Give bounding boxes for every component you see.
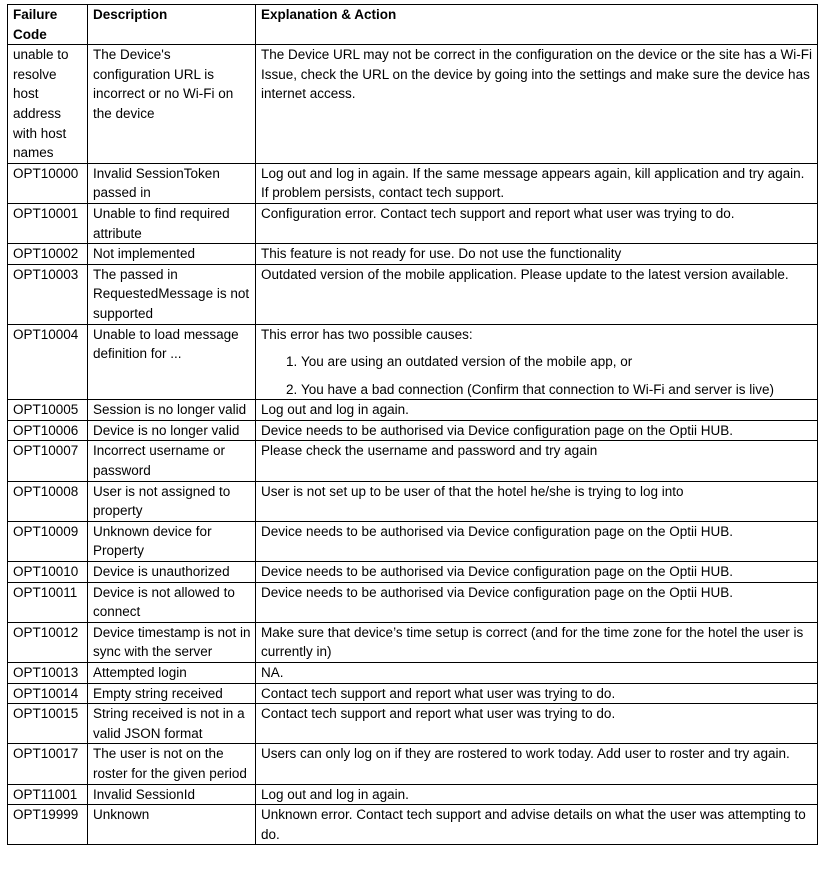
failure-code: OPT10017 xyxy=(8,744,88,784)
description: Session is no longer valid xyxy=(88,400,256,421)
description: Not implemented xyxy=(88,244,256,265)
description: Unable to find required attribute xyxy=(88,203,256,243)
description: The Device's configuration URL is incorrect or no Wi-Fi on the device xyxy=(88,45,256,164)
explanation-action: Contact tech support and report what user was trying to do. xyxy=(256,683,818,704)
table-row xyxy=(8,805,818,845)
failure-code: OPT10012 xyxy=(8,622,88,662)
description: Empty string received xyxy=(88,683,256,704)
table-row xyxy=(8,203,818,243)
explanation-action: The Device URL may not be correct in the configuration on the device or the site has a Wi-Fi Issue, check the URL on the device by going into the settings and make sure the device has internet access. xyxy=(256,45,818,164)
description: Device timestamp is not in sync with the server xyxy=(88,622,256,662)
description: Device is not allowed to connect xyxy=(88,582,256,622)
failure-code: OPT10014 xyxy=(8,683,88,704)
table-row xyxy=(8,244,818,265)
failure-code: OPT10015 xyxy=(8,704,88,744)
table-row xyxy=(8,264,818,324)
explanation-action: Please check the username and password and try again xyxy=(256,441,818,481)
explanation-action: This feature is not ready for use. Do not use the functionality xyxy=(256,244,818,265)
failure-code: OPT10006 xyxy=(8,420,88,441)
explanation-action: Configuration error. Contact tech support and report what user was trying to do. xyxy=(256,203,818,243)
failure-code: OPT10011 xyxy=(8,582,88,622)
description: Invalid SessionToken passed in xyxy=(88,163,256,203)
description: Attempted login xyxy=(88,663,256,684)
table-row xyxy=(8,45,818,164)
description: String received is not in a valid JSON format xyxy=(88,704,256,744)
explanation-action: User is not set up to be user of that the hotel he/she is trying to log into xyxy=(256,481,818,521)
table-row xyxy=(8,400,818,421)
explanation-action: Unknown error. Contact tech support and advise details on what the user was attempting to do. xyxy=(256,805,818,845)
failure-codes-table xyxy=(7,4,818,845)
table-row xyxy=(8,663,818,684)
table-row xyxy=(8,683,818,704)
description: Unknown xyxy=(88,805,256,845)
description: The passed in RequestedMessage is not supported xyxy=(88,264,256,324)
failure-code: OPT10001 xyxy=(8,203,88,243)
description: Incorrect username or password xyxy=(88,441,256,481)
explanation-action: NA. xyxy=(256,663,818,684)
failure-code: unable to resolve host address with host names xyxy=(8,45,88,164)
table-row xyxy=(8,420,818,441)
causes-list xyxy=(261,352,813,399)
explanation-action xyxy=(256,324,818,400)
table-row xyxy=(8,521,818,561)
failure-code: OPT10008 xyxy=(8,481,88,521)
cause-item: 1. You are using an outdated version of the mobile app, or xyxy=(301,352,813,372)
explanation-action: Device needs to be authorised via Device configuration page on the Optii HUB. xyxy=(256,521,818,561)
explanation-action: Outdated version of the mobile application. Please update to the latest version available. xyxy=(256,264,818,324)
description: The user is not on the roster for the given period xyxy=(88,744,256,784)
header-row xyxy=(8,5,818,45)
description: Unable to load message definition for ... xyxy=(88,324,256,400)
causes-intro: This error has two possible causes: xyxy=(261,326,473,342)
table-row xyxy=(8,582,818,622)
failure-code: OPT10010 xyxy=(8,562,88,583)
cause-item: 2. You have a bad connection (Confirm that connection to Wi-Fi and server is live) xyxy=(301,380,813,400)
table-row xyxy=(8,784,818,805)
failure-code: OPT10002 xyxy=(8,244,88,265)
description: User is not assigned to property xyxy=(88,481,256,521)
failure-code: OPT10007 xyxy=(8,441,88,481)
failure-code: OPT10003 xyxy=(8,264,88,324)
explanation-action: Device needs to be authorised via Device configuration page on the Optii HUB. xyxy=(256,420,818,441)
explanation-action: Make sure that device’s time setup is correct (and for the time zone for the hotel the user is currently in) xyxy=(256,622,818,662)
header-description: Description xyxy=(88,5,256,45)
table-row xyxy=(8,704,818,744)
table-row xyxy=(8,324,818,400)
failure-code: OPT10009 xyxy=(8,521,88,561)
table-row xyxy=(8,562,818,583)
explanation-action: Log out and log in again. If the same message appears again, kill application and try again. If problem persists, contact tech support. xyxy=(256,163,818,203)
failure-code: OPT10000 xyxy=(8,163,88,203)
description: Unknown device for Property xyxy=(88,521,256,561)
explanation-action: Device needs to be authorised via Device configuration page on the Optii HUB. xyxy=(256,562,818,583)
failure-code: OPT19999 xyxy=(8,805,88,845)
explanation-action: Contact tech support and report what user was trying to do. xyxy=(256,704,818,744)
table-row xyxy=(8,163,818,203)
failure-code: OPT11001 xyxy=(8,784,88,805)
failure-code: OPT10004 xyxy=(8,324,88,400)
table-row xyxy=(8,481,818,521)
explanation-action: Device needs to be authorised via Device configuration page on the Optii HUB. xyxy=(256,582,818,622)
description: Invalid SessionId xyxy=(88,784,256,805)
explanation-action: Log out and log in again. xyxy=(256,400,818,421)
table-row xyxy=(8,622,818,662)
explanation-action: Users can only log on if they are rostered to work today. Add user to roster and try again. xyxy=(256,744,818,784)
failure-code: OPT10005 xyxy=(8,400,88,421)
header-failure-code: Failure Code xyxy=(8,5,88,45)
explanation-action: Log out and log in again. xyxy=(256,784,818,805)
description: Device is no longer valid xyxy=(88,420,256,441)
description: Device is unauthorized xyxy=(88,562,256,583)
failure-code: OPT10013 xyxy=(8,663,88,684)
table-row xyxy=(8,441,818,481)
header-explanation-action: Explanation & Action xyxy=(256,5,818,45)
table-row xyxy=(8,744,818,784)
